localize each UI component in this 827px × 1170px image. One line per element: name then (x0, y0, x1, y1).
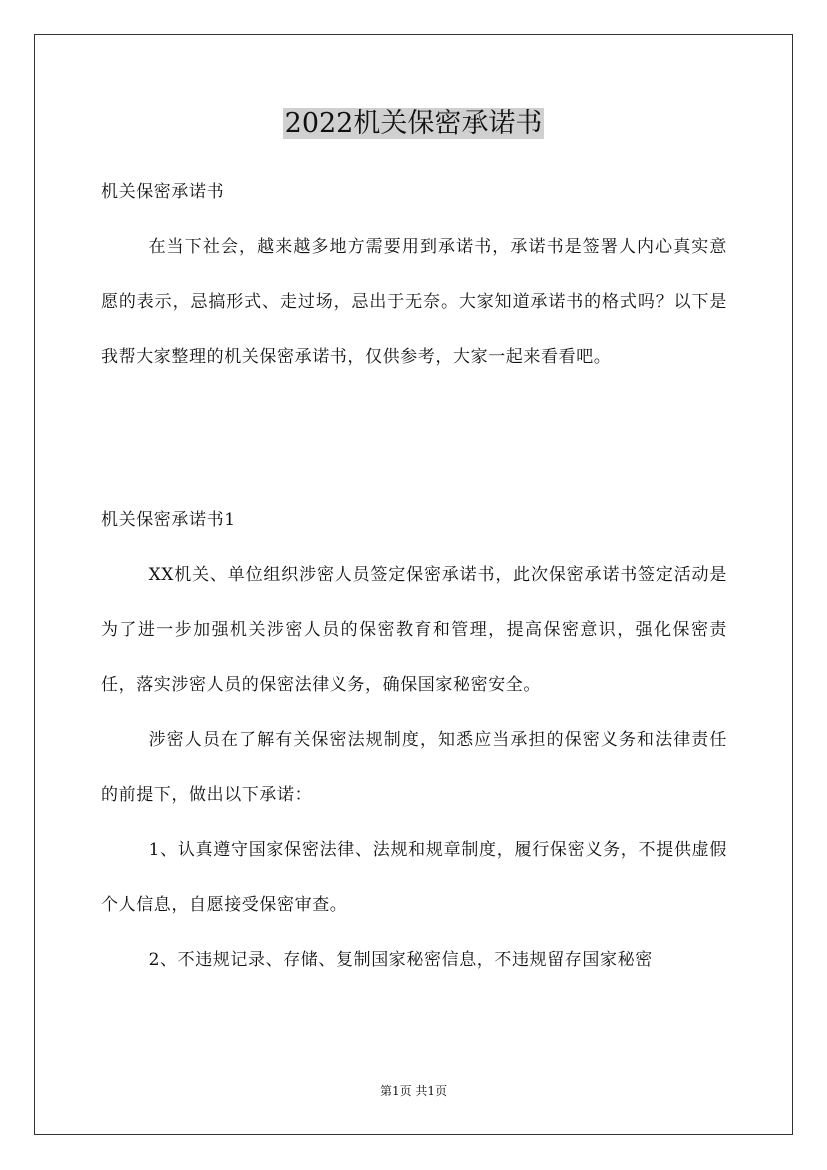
document-title-text: 2022机关保密承诺书 (284, 108, 543, 139)
paragraph-3: 1、认真遵守国家保密法律、法规和规章制度，履行保密义务，不提供虚假个人信息，自愿接受保密审查。 (101, 840, 727, 915)
page-number-footer: 第1页 共1页 (379, 1084, 448, 1098)
intro-section (101, 165, 727, 385)
section-heading: 机关保密承诺书1 (101, 510, 236, 530)
paragraph-1: XX机关、单位组织涉密人员签定保密承诺书，此次保密承诺书签定活动是为了进一步加强机关涉密人员的保密教育和管理，提高保密意识，强化保密责任，落实涉密人员的保密法律义务，确保国家秘密安全。 (101, 565, 727, 695)
document-title (0, 104, 827, 144)
intro-heading: 机关保密承诺书 (101, 182, 225, 202)
paragraph-4: 2、不违规记录、存储、复制国家秘密信息，不违规留存国家秘密 (148, 950, 653, 970)
paragraph-2: 涉密人员在了解有关保密法规制度，知悉应当承担的保密义务和法律责任的前提下，做出以下承诺： (101, 730, 727, 805)
intro-paragraph: 在当下社会，越来越多地方需要用到承诺书，承诺书是签署人内心真实意愿的表示，忌搞形式、走过场，忌出于无奈。大家知道承诺书的格式吗？以下是我帮大家整理的机关保密承诺书，仅供参考，大家一起来看看吧。 (101, 237, 727, 367)
section-1 (101, 493, 727, 988)
